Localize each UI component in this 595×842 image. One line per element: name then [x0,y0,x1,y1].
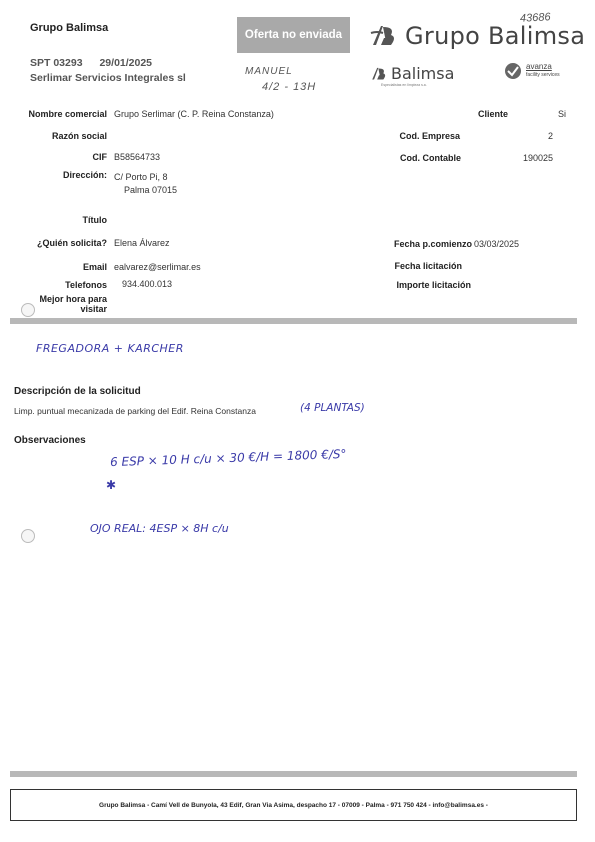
avanza-check-icon [504,62,522,80]
label-direccion: Dirección: [62,170,107,180]
label-importe-licitacion: Importe licitación [396,280,471,290]
avanza-text: avanza [526,62,552,71]
description-title: Descripción de la solicitud [14,386,141,397]
label-mejor-hora-line2: visitar [80,304,107,314]
client-name: Serlimar Servicios Integrales sl [30,72,186,84]
value-telefonos: 934.400.013 [122,279,173,289]
value-direccion-city: Palma 07015 [124,185,178,195]
label-cliente: Cliente [477,109,508,119]
grupo-balimsa-logo [369,22,585,50]
label-nombre-comercial: Nombre comercial [28,109,107,119]
logo-main-text: Grupo Balimsa [405,22,586,50]
footer-separator [10,771,577,777]
balimsa-small-mark-icon [369,66,389,82]
company-name: Grupo Balimsa [30,22,109,34]
reference-line [30,57,152,69]
balimsa-logo [369,64,454,87]
observations-title: Observaciones [14,435,86,446]
label-quien-solicita: ¿Quién solicita? [36,238,107,248]
value-cif: B58564733 [114,152,161,162]
section-separator [10,318,577,324]
punch-hole-middle [21,529,35,543]
label-email: Email [82,262,107,272]
label-fecha-licitacion: Fecha licitación [394,261,462,271]
reference-date: 29/01/2025 [99,57,153,69]
label-telefonos: Telefonos [65,280,107,290]
value-quien-solicita: Elena Álvarez [114,238,170,248]
description-handwritten: (4 PLANTAS) [300,402,365,414]
avanza-subtitle: facility services [526,72,560,78]
label-cod-contable: Cod. Contable [400,153,461,163]
handwritten-date: 4/2 - 13H [262,81,317,93]
handwritten-equipment: FREGADORA + KARCHER [36,342,184,355]
observations-handwritten-line1: 6 ESP × 10 H c/u × 30 €/H = 1800 €/S° [109,446,347,470]
value-cod-empresa: 2 [547,131,553,141]
footer-address: Grupo Balimsa - Camí Vell de Bunyola, 43 Edif, Gran Via Asima, despacho 17 - 07009 - Palma - 971 750 424 - info@balimsa.es - [10,789,577,821]
punch-hole-top [21,303,35,317]
value-direccion-street: C/ Porto Pi, 8 [114,172,168,182]
label-cif: CIF [92,152,107,162]
logo-secondary-subtitle: Especialistas en limpieza s.a. [381,83,427,87]
observations-handwritten-line2: OJO REAL: 4ESP × 8H c/u [90,522,229,535]
balimsa-mark-icon [369,23,399,49]
label-titulo: Título [82,215,107,225]
value-nombre-comercial: Grupo Serlimar (C. P. Reina Constanza) [114,109,274,119]
value-fecha-comienzo: 03/03/2025 [474,239,520,249]
value-email: ealvarez@serlimar.es [114,262,201,272]
label-cod-empresa: Cod. Empresa [399,131,460,141]
label-razon-social: Razón social [51,131,107,141]
handwritten-doc-number: 43686 [519,11,551,25]
value-cliente: Si [557,109,566,119]
avanza-logo [504,62,560,80]
scribble-mark-icon: ✱ [106,478,117,492]
label-mejor-hora-line1: Mejor hora para [39,294,107,304]
reference-number: SPT 03293 [30,57,83,69]
label-fecha-comienzo: Fecha p.comienzo [393,239,472,249]
handwritten-name: MANUEL [245,66,293,77]
value-cod-contable: 190025 [522,153,553,163]
description-text: Limp. puntual mecanizada de parking del Edif. Reina Constanza [14,406,256,416]
logo-secondary-text: Balimsa [391,64,455,83]
status-badge: Oferta no enviada [237,17,350,53]
